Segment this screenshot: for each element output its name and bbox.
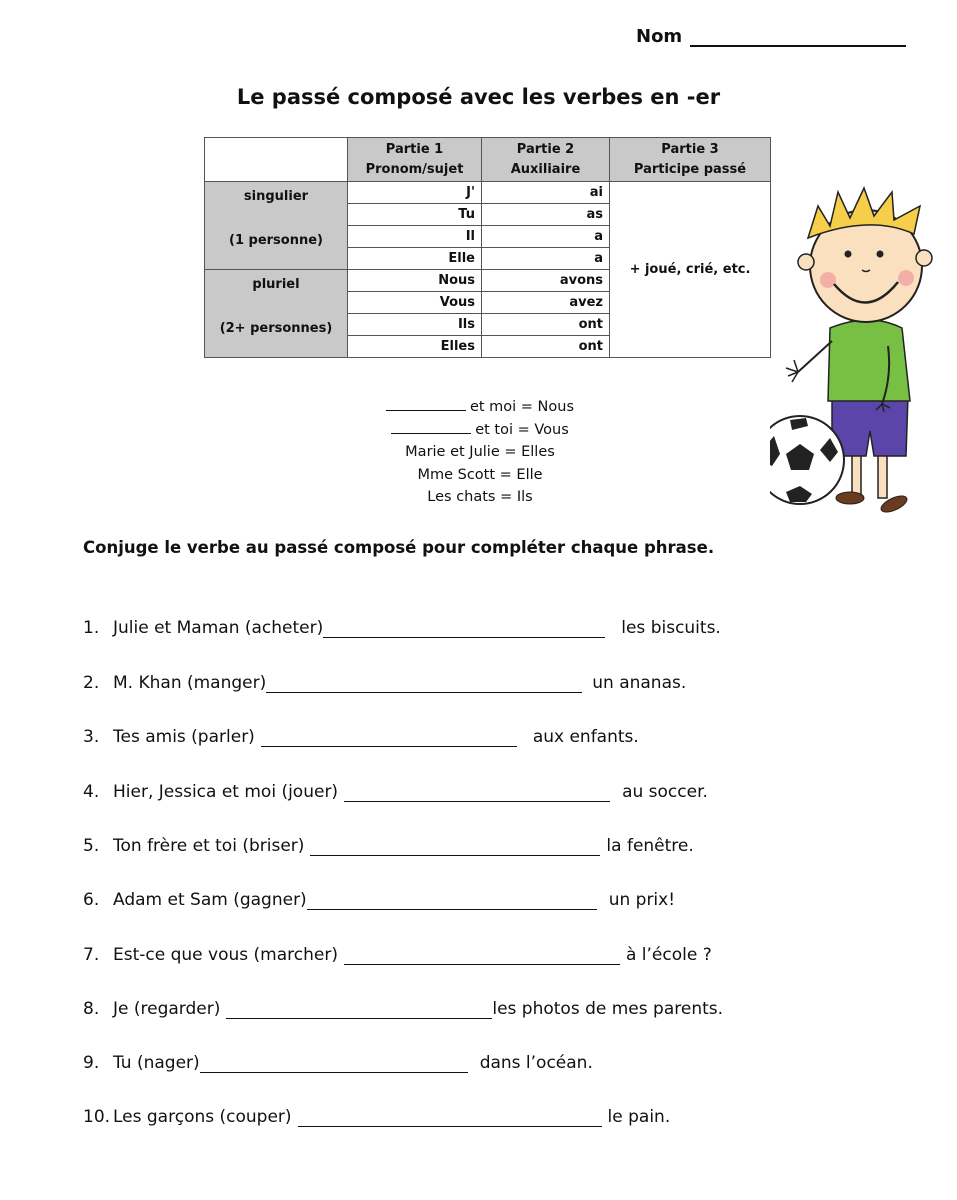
answer-blank[interactable] — [307, 891, 597, 910]
note-line: Marie et Julie = Elles — [405, 444, 555, 460]
exercise-prompt: Tes amis (parler) — [113, 727, 255, 747]
exercise-number: 4. — [83, 782, 100, 802]
name-blank[interactable] — [690, 27, 906, 47]
header-part2: Partie 2 Auxiliaire — [482, 138, 610, 182]
pronoun-cell: Ils — [348, 314, 482, 336]
participle-cell: + joué, crié, etc. — [610, 182, 771, 358]
answer-blank[interactable] — [323, 619, 605, 638]
exercise-ending: à l’école ? — [625, 945, 712, 965]
exercise-item — [83, 782, 708, 802]
exercise-ending: un ananas. — [592, 673, 687, 693]
exercise-prompt: Julie et Maman (acheter) — [113, 618, 324, 638]
exercise-item — [83, 727, 639, 747]
exercise-prompt: Est-ce que vous (marcher) — [113, 945, 338, 965]
exercise-number: 2. — [83, 673, 100, 693]
exercise-number: 6. — [83, 890, 100, 910]
answer-blank[interactable] — [344, 946, 620, 965]
pronoun-cell: Il — [348, 226, 482, 248]
exercise-ending: les biscuits. — [621, 618, 721, 638]
exercise-prompt: Tu (nager) — [113, 1053, 200, 1073]
exercise-prompt: M. Khan (manger) — [113, 673, 267, 693]
pronoun-cell: Tu — [348, 204, 482, 226]
auxiliary-cell: a — [482, 248, 610, 270]
exercise-item — [83, 618, 721, 638]
exercise-prompt: Ton frère et toi (briser) — [113, 836, 305, 856]
group-plural: pluriel (2+ personnes) — [205, 270, 348, 358]
auxiliary-cell: ai — [482, 182, 610, 204]
exercise-item — [83, 1053, 593, 1073]
header-empty-cell — [205, 138, 348, 182]
exercise-number: 3. — [83, 727, 100, 747]
answer-blank[interactable] — [310, 837, 600, 856]
group-singular: singulier (1 personne) — [205, 182, 348, 270]
name-field — [636, 26, 906, 47]
conjugation-table — [204, 137, 771, 358]
answer-blank[interactable] — [261, 728, 517, 747]
pronoun-cell: Nous — [348, 270, 482, 292]
auxiliary-cell: ont — [482, 314, 610, 336]
pronoun-cell: Elles — [348, 336, 482, 358]
auxiliary-cell: as — [482, 204, 610, 226]
pronoun-cell: Vous — [348, 292, 482, 314]
answer-blank[interactable] — [344, 783, 610, 802]
exercise-prompt: Adam et Sam (gagner) — [113, 890, 307, 910]
exercise-item — [83, 945, 712, 965]
auxiliary-cell: ont — [482, 336, 610, 358]
exercise-ending: au soccer. — [622, 782, 708, 802]
auxiliary-cell: avons — [482, 270, 610, 292]
auxiliary-cell: avez — [482, 292, 610, 314]
pronoun-notes — [300, 396, 660, 509]
exercise-ending: le pain. — [607, 1107, 671, 1127]
exercise-number: 1. — [83, 618, 100, 638]
exercise-item — [83, 673, 686, 693]
name-label: Nom — [636, 26, 683, 47]
exercise-ending: un prix! — [608, 890, 676, 910]
note-blank[interactable] — [386, 396, 466, 411]
instruction-text: Conjuge le verbe au passé composé pour compléter chaque phrase. — [83, 538, 715, 557]
exercise-number: 8. — [83, 999, 100, 1019]
header-part3: Partie 3 Participe passé — [610, 138, 771, 182]
page-title: Le passé composé avec les verbes en -er — [236, 85, 721, 109]
note-line: Mme Scott = Elle — [417, 466, 543, 483]
answer-blank[interactable] — [298, 1108, 602, 1127]
exercise-item — [83, 890, 675, 910]
exercise-item — [83, 1107, 670, 1127]
exercise-number: 10. — [83, 1107, 111, 1127]
answer-blank[interactable] — [226, 1000, 492, 1019]
exercise-prompt: Je (regarder) — [113, 999, 221, 1019]
exercise-ending: dans l’océan. — [479, 1053, 593, 1073]
answer-blank[interactable] — [266, 674, 582, 693]
exercise-prompt: Les garçons (couper) — [113, 1107, 292, 1127]
exercise-item — [83, 836, 694, 856]
exercise-prompt: Hier, Jessica et moi (jouer) — [113, 782, 339, 802]
note-line: et moi = Nous — [300, 396, 660, 419]
exercise-ending: la fenêtre. — [606, 836, 694, 856]
exercise-ending: les photos de mes parents. — [492, 999, 724, 1019]
note-line: et toi = Vous — [300, 419, 660, 442]
table-row — [205, 182, 771, 204]
answer-blank[interactable] — [200, 1054, 468, 1073]
exercise-number: 9. — [83, 1053, 100, 1073]
pronoun-cell: Elle — [348, 248, 482, 270]
auxiliary-cell: a — [482, 226, 610, 248]
boy-with-soccer-ball-icon — [770, 186, 950, 526]
header-part1: Partie 1 Pronom/sujet — [348, 138, 482, 182]
pronoun-cell: J' — [348, 182, 482, 204]
exercise-ending: aux enfants. — [532, 727, 639, 747]
exercise-item — [83, 999, 723, 1019]
exercise-number: 5. — [83, 836, 100, 856]
exercise-number: 7. — [83, 945, 100, 965]
note-blank[interactable] — [391, 419, 471, 434]
table-header-row — [205, 138, 771, 182]
note-line: Les chats = Ils — [427, 489, 533, 505]
